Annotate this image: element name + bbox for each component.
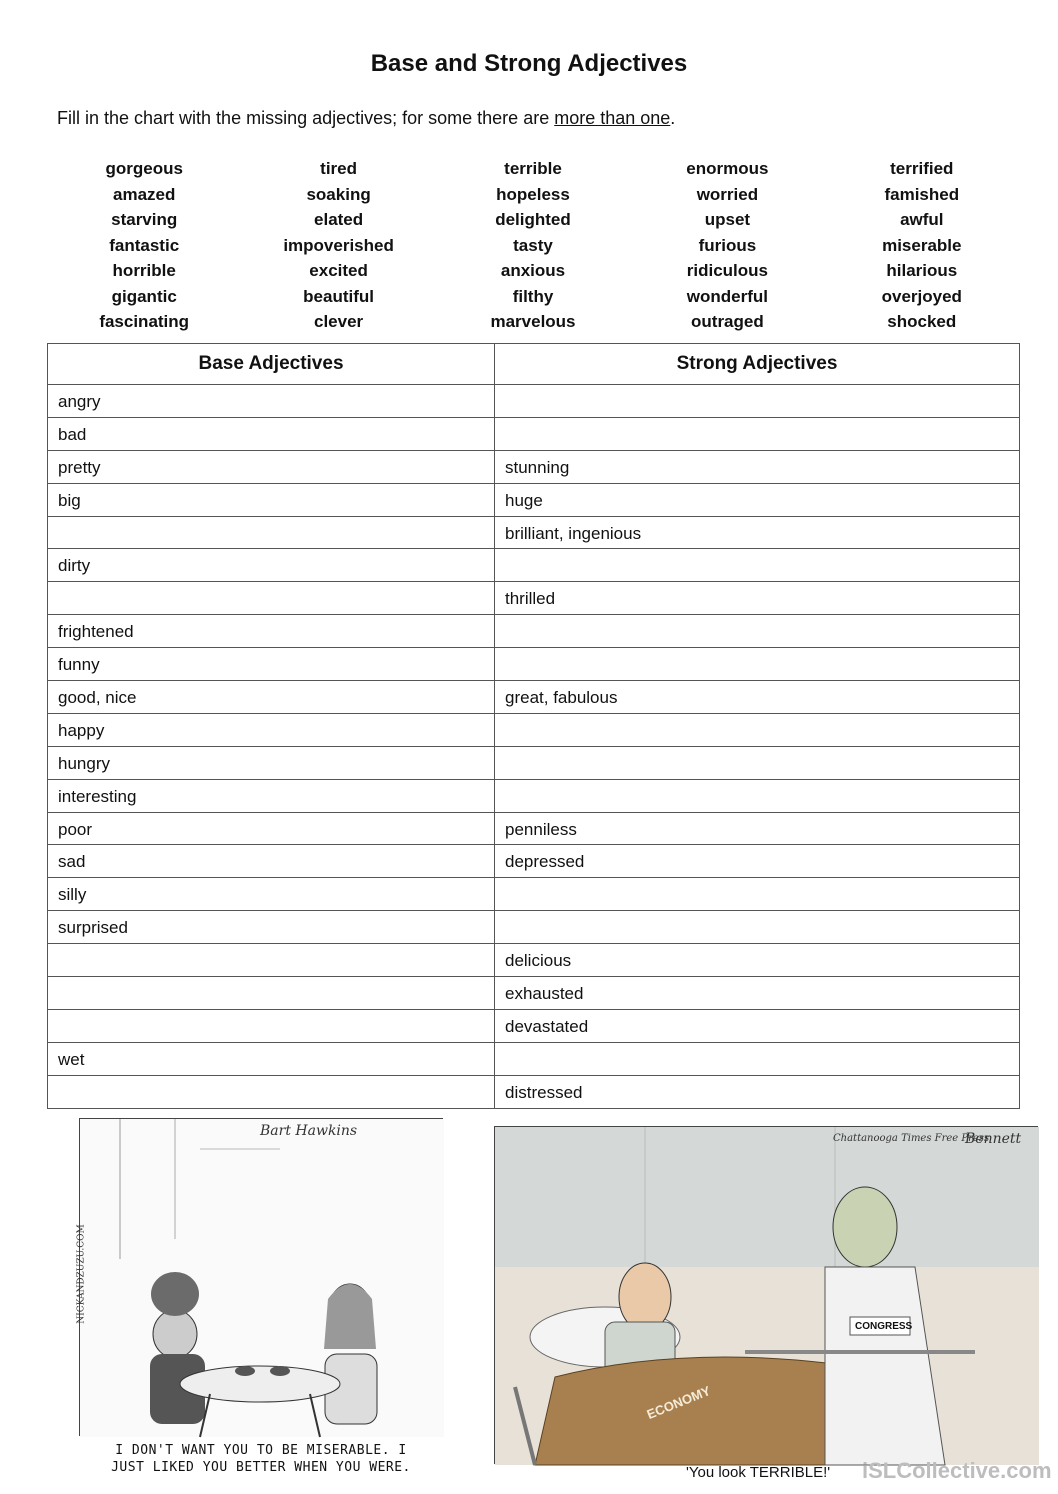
base-adjective-cell[interactable]: angry — [48, 385, 495, 418]
strong-adjective-cell[interactable]: huge — [495, 483, 1020, 516]
word-bank-word: impoverished — [283, 235, 394, 255]
word-bank-word: outraged — [691, 312, 764, 331]
word-bank-word: terrified — [890, 159, 954, 178]
word-bank-column — [436, 156, 630, 335]
base-adjective-cell[interactable]: good, nice — [48, 681, 495, 714]
table-header-row — [48, 344, 1020, 385]
word-bank-word: excited — [309, 261, 368, 280]
word-bank-word: enormous — [686, 159, 769, 178]
word-bank-word: awful — [900, 210, 944, 229]
word-bank-column — [47, 156, 241, 335]
table-row — [48, 845, 1020, 878]
cafe-illustration — [80, 1119, 444, 1437]
cartoon-left-signature: Bart Hawkins — [260, 1123, 358, 1139]
word-bank-word: terrible — [504, 159, 562, 178]
hospital-illustration — [495, 1127, 1039, 1465]
table-row — [48, 385, 1020, 418]
table-row — [48, 1042, 1020, 1075]
table-row — [48, 483, 1020, 516]
table-row — [48, 1009, 1020, 1042]
base-adjective-cell[interactable]: frightened — [48, 615, 495, 648]
strong-adjective-cell[interactable]: exhausted — [495, 977, 1020, 1010]
strong-adjective-cell[interactable] — [495, 1042, 1020, 1075]
word-bank-word: starving — [111, 210, 178, 229]
table-row — [48, 615, 1020, 648]
word-bank-word: fascinating — [99, 312, 190, 331]
strong-adjective-cell[interactable]: depressed — [495, 845, 1020, 878]
strong-adjectives-header: Strong Adjectives — [495, 344, 1020, 385]
cartoon-right-credit: Chattanooga Times Free Press — [833, 1133, 990, 1144]
word-bank-word: filthy — [512, 286, 554, 306]
table-row — [48, 878, 1020, 911]
cartoon-right-caption: 'You look TERRIBLE!' — [686, 1464, 831, 1481]
word-bank-word: elated — [314, 210, 364, 229]
word-bank-word: overjoyed — [881, 286, 962, 306]
table-row — [48, 779, 1020, 812]
strong-adjective-cell[interactable]: delicious — [495, 944, 1020, 977]
word-bank-word: famished — [884, 184, 960, 204]
caption-line: JUST LIKED YOU BETTER WHEN YOU WERE. — [111, 1460, 411, 1475]
cartoon-cafe-image — [76, 1118, 443, 1436]
strong-adjective-cell[interactable]: stunning — [495, 450, 1020, 483]
base-adjective-cell[interactable] — [48, 1009, 495, 1042]
word-bank-word: marvelous — [490, 312, 576, 331]
word-bank-word: tired — [320, 159, 358, 178]
strong-adjective-cell[interactable] — [495, 779, 1020, 812]
word-bank-word: ridiculous — [686, 261, 768, 280]
word-bank-word: amazed — [113, 184, 176, 204]
word-bank-word: miserable — [882, 235, 962, 255]
base-adjectives-header: Base Adjectives — [48, 344, 495, 385]
word-bank-word: clever — [314, 312, 364, 331]
table-row — [48, 944, 1020, 977]
cartoon-hospital-image — [494, 1126, 1038, 1464]
base-adjective-cell[interactable]: poor — [48, 812, 495, 845]
base-adjective-cell[interactable]: interesting — [48, 779, 495, 812]
strong-adjective-cell[interactable] — [495, 615, 1020, 648]
table-row — [48, 450, 1020, 483]
word-bank-column — [241, 156, 435, 335]
word-bank-word: upset — [704, 210, 751, 229]
word-bank-word: worried — [696, 184, 759, 204]
base-adjective-cell[interactable]: sad — [48, 845, 495, 878]
table-row — [48, 516, 1020, 549]
worksheet-title: Base and Strong Adjectives — [370, 50, 688, 77]
table-row — [48, 977, 1020, 1010]
base-adjective-cell[interactable]: dirty — [48, 549, 495, 582]
strong-adjective-cell[interactable]: devastated — [495, 1009, 1020, 1042]
instructions-text: Fill in the chart with the missing adjectives; for some there are — [57, 108, 555, 128]
strong-adjective-cell[interactable]: brilliant, ingenious — [495, 516, 1020, 549]
word-bank-word: soaking — [306, 184, 371, 204]
base-adjective-cell[interactable] — [48, 1075, 495, 1108]
word-bank-word: hopeless — [496, 184, 570, 204]
base-adjective-cell[interactable]: funny — [48, 648, 495, 681]
word-bank-column — [630, 156, 824, 335]
strong-adjective-cell[interactable] — [495, 746, 1020, 779]
table-row — [48, 911, 1020, 944]
base-adjective-cell[interactable] — [48, 582, 495, 615]
word-bank-word: tasty — [513, 235, 553, 255]
word-bank-word: wonderful — [686, 286, 768, 306]
base-adjective-cell[interactable] — [48, 977, 495, 1010]
word-bank-word: gigantic — [111, 286, 177, 306]
caption-line: I DON'T WANT YOU TO BE MISERABLE. I — [115, 1443, 407, 1458]
base-adjective-cell[interactable] — [48, 516, 495, 549]
word-bank — [47, 156, 1019, 335]
instructions-end: . — [670, 108, 676, 128]
table-row — [48, 417, 1020, 450]
table-row — [48, 648, 1020, 681]
word-bank-word: shocked — [887, 312, 957, 331]
base-adjective-cell[interactable]: hungry — [48, 746, 495, 779]
word-bank-word: fantastic — [109, 235, 180, 255]
strong-adjective-cell[interactable]: thrilled — [495, 582, 1020, 615]
word-bank-word: gorgeous — [105, 159, 183, 178]
word-bank-word: horrible — [112, 261, 176, 280]
word-bank-column — [825, 156, 1019, 335]
base-adjective-cell[interactable]: wet — [48, 1042, 495, 1075]
blanket-label: ECONOMY — [644, 1382, 713, 1423]
strong-adjective-cell[interactable]: great, fabulous — [495, 681, 1020, 714]
base-adjective-cell[interactable]: pretty — [48, 450, 495, 483]
base-adjective-cell[interactable]: surprised — [48, 911, 495, 944]
table-row — [48, 549, 1020, 582]
strong-adjective-cell[interactable]: penniless — [495, 812, 1020, 845]
table-row — [48, 812, 1020, 845]
strong-adjective-cell[interactable]: distressed — [495, 1075, 1020, 1108]
base-adjective-cell[interactable]: happy — [48, 713, 495, 746]
table-row — [48, 746, 1020, 779]
instructions — [57, 108, 675, 129]
base-adjective-cell[interactable]: big — [48, 483, 495, 516]
strong-adjective-cell[interactable] — [495, 417, 1020, 450]
cartoon-left-caption — [79, 1442, 443, 1476]
table-row — [48, 1075, 1020, 1108]
word-bank-word: anxious — [500, 261, 566, 280]
cartoon-right-signature: Bennett — [965, 1131, 1022, 1147]
table-row — [48, 713, 1020, 746]
cartoon-left-side-text: NICKANDZUZU.COM — [76, 1224, 87, 1324]
strong-adjective-cell[interactable] — [495, 878, 1020, 911]
table-row — [48, 582, 1020, 615]
strong-adjective-cell[interactable] — [495, 911, 1020, 944]
word-bank-word: beautiful — [303, 286, 375, 306]
strong-adjective-cell[interactable] — [495, 648, 1020, 681]
base-adjective-cell[interactable]: bad — [48, 417, 495, 450]
strong-adjective-cell[interactable] — [495, 549, 1020, 582]
instructions-underlined: more than one — [554, 108, 671, 128]
word-bank-word: delighted — [495, 210, 571, 229]
adjectives-table — [47, 343, 1020, 1109]
word-bank-word: furious — [698, 235, 757, 255]
word-bank-word: hilarious — [886, 261, 958, 280]
base-adjective-cell[interactable] — [48, 944, 495, 977]
watermark: iSLCollective.com — [862, 1458, 1052, 1483]
coat-label: CONGRESS — [855, 1321, 913, 1332]
strong-adjective-cell[interactable] — [495, 713, 1020, 746]
table-row — [48, 681, 1020, 714]
base-adjective-cell[interactable]: silly — [48, 878, 495, 911]
strong-adjective-cell[interactable] — [495, 385, 1020, 418]
